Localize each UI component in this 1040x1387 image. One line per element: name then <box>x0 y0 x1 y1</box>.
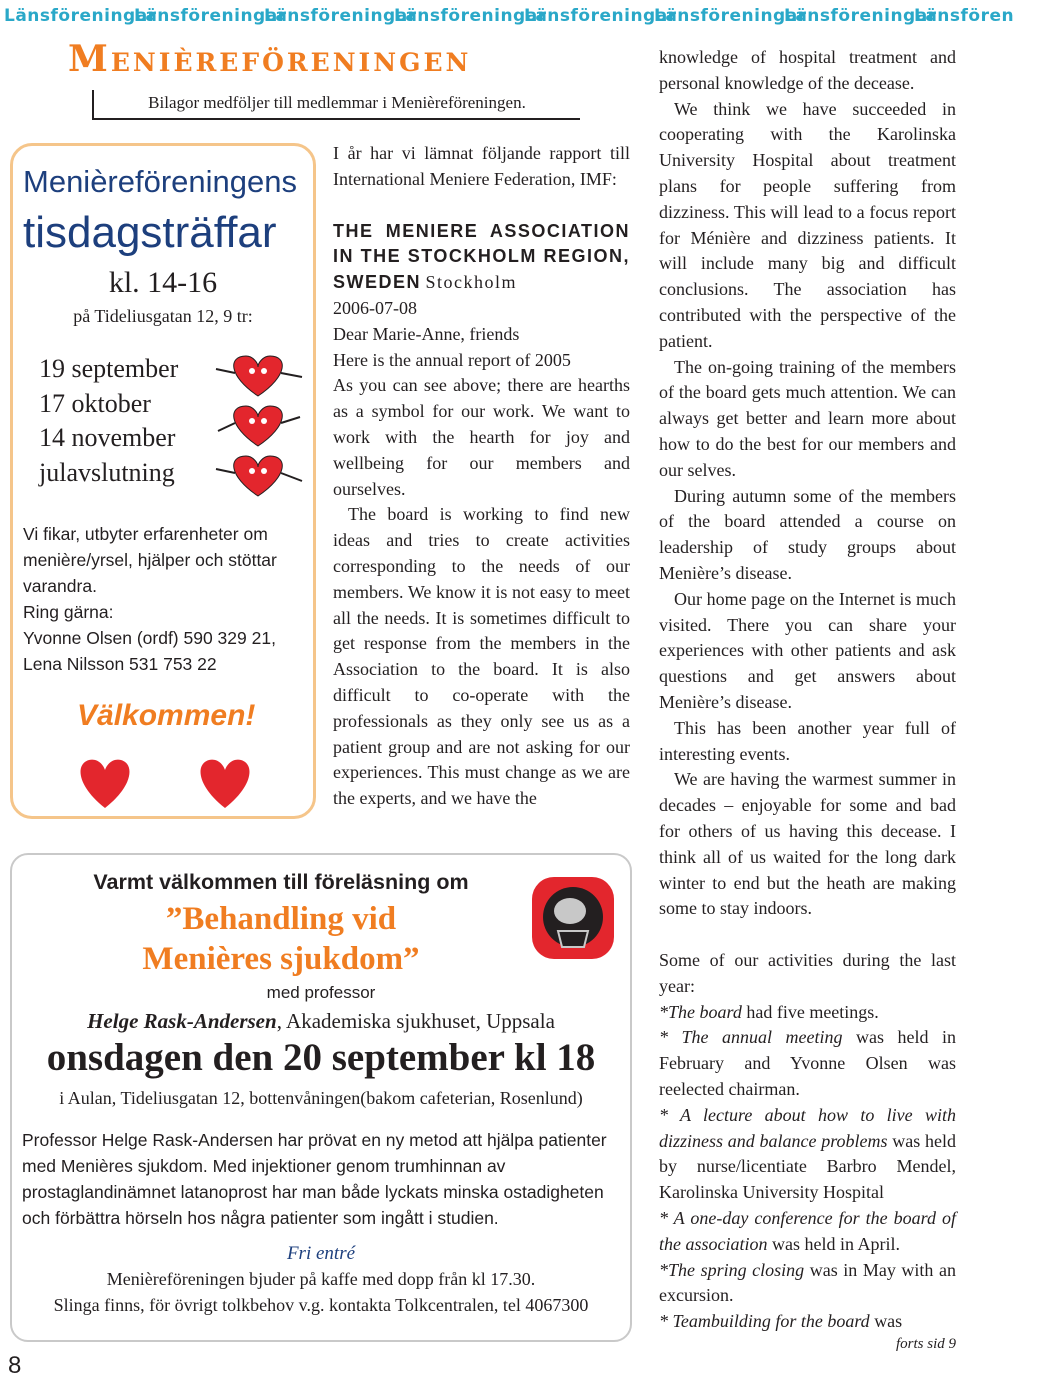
activity-item <box>659 1206 956 1258</box>
activity-text: was <box>869 1311 903 1332</box>
speaker-affiliation: , Akademiska sjukhuset, Uppsala <box>276 1009 555 1033</box>
report-paragraph: During autumn some of the members of the board attended a course on leadership of study groups about Menière’s disease. <box>659 485 956 583</box>
banner-word: Länsföreningar <box>524 6 677 26</box>
ear-profile-icon <box>530 875 616 961</box>
lecture-speaker-line <box>12 1009 630 1034</box>
contact-line: Yvonne Olsen (ordf) 590 329 21, <box>23 628 276 648</box>
free-entry: Fri entré <box>286 1243 356 1264</box>
speaker-name: Helge Rask-Andersen <box>87 1009 277 1033</box>
meeting-date: julavslutning <box>39 457 175 487</box>
report-paragraph: The on-going training of the members of the board gets much attention. We can always get better and learn more about how to do the best for our members and our selves. <box>659 356 956 480</box>
info-text: Vi fikar, utbyter erfarenheter om menière/yrsel, hjälper och stöttar varandra. <box>23 524 277 596</box>
box-place: på Tideliusgatan 12, 9 tr: <box>73 306 253 326</box>
report-paragraph: We think we have succeeded in cooperating with the Karolinska University Hospital about treatment plans for people suffering from dizziness. This will lead to a focus report for Ménière and dizziness patients. It will include many big and difficult conclusions. The association has contributed with the perspective of the patient. <box>659 98 956 351</box>
banner-word: Länsföreningar <box>4 6 157 26</box>
report-intro: I år har vi lämnat följande rapport till International Meniere Federation, IMF: <box>333 143 630 189</box>
activity-item <box>659 1258 956 1310</box>
lecture-with: med professor <box>266 983 376 1002</box>
meeting-dates <box>39 352 178 490</box>
activity-title: *The board <box>659 1001 742 1022</box>
report-paragraph: Our home page on the Internet is much visited. There you can share your experiences with other patients and ask questions and get answers about Menière’s disease. <box>659 588 956 712</box>
page-number: 8 <box>8 1352 22 1379</box>
hearts-icon <box>75 750 255 810</box>
tuesday-meetings-box <box>10 143 316 819</box>
activity-text: had five meetings. <box>741 1001 879 1022</box>
report-heading-caps: THE MENIERE ASSOCIATION IN THE STOCKHOLM REGION, SWEDEN <box>333 220 630 293</box>
meeting-date: 19 september <box>39 354 179 383</box>
info-text: Ring gärna: <box>23 602 114 622</box>
masthead-subline: Bilagor medföljer till medlemmar i Menièreföreningen. <box>92 90 580 120</box>
activity-text: was held by nurse/licentiate Barbro Mendel, Karolinska University Hospital <box>659 1130 957 1203</box>
report-paragraph: The board is working to find new ideas and tries to create activities corresponding to the needs of our members. We know it is not easy to meet all the needs. It is sometimes difficult to get response from the members in the Association to the board. It is also difficult to co-operate with the professionals as they only see us as a patient group and are not asking for our experiences. This must change as we are the experts, and we have the <box>333 504 630 809</box>
banner-word: Länsföreningar <box>784 6 937 26</box>
contact-line: Lena Nilsson 531 753 22 <box>23 654 217 674</box>
lecture-announcement <box>10 853 632 1342</box>
report-paragraph: This has been another year full of interesting events. <box>659 717 956 764</box>
activity-title: * The annual meeting <box>659 1027 843 1048</box>
report-date: 2006-07-08 <box>333 297 417 318</box>
report-paragraph: Here is the annual report of 2005 <box>333 349 571 370</box>
report-column-2 <box>659 45 956 1353</box>
lecture-description: Professor Helge Rask-Andersen har prövat en ny metod att hjälpa patienter med Menières sjukdom. Med injektioner genom trumhinnan av prostaglandinämnet latanoprost har man både lyckats minska ostadigheten och förbättra hörseln hos några patienter som ingått i studien. <box>22 1130 607 1228</box>
report-city: Stockholm <box>425 272 518 293</box>
activity-title: *The spring closing <box>659 1259 805 1280</box>
report-greeting: Dear Marie-Anne, friends <box>333 323 520 344</box>
box-headline: tisdagsträffar <box>23 208 277 257</box>
lecture-date: onsdagen den 20 september kl 18 <box>46 1036 596 1079</box>
banner-word: Länsföreningar <box>394 6 547 26</box>
report-paragraph: knowledge of hospital treatment and personal knowledge of the decease. <box>659 47 956 93</box>
activity-item <box>659 1103 956 1206</box>
cartoon-hearts-icon <box>208 351 308 501</box>
activity-title: * A one-day conference for the board of the association <box>659 1208 956 1254</box>
lecture-topic-line: ”Behandling vid <box>165 901 397 937</box>
report-heading <box>333 219 630 296</box>
activity-item <box>659 1000 956 1026</box>
activity-text: was held in February and Yvonne Olsen was reelected chairman. <box>659 1027 957 1100</box>
activity-title: * Teambuilding for the board <box>659 1311 870 1332</box>
header-banner <box>0 0 1015 32</box>
activities-intro: Some of our activities during the last year: <box>659 950 956 996</box>
activity-text: was held in April. <box>767 1233 900 1254</box>
activity-title: * A lecture about how to live with dizziness and balance problems <box>659 1104 956 1151</box>
activity-text: was in May with an excursion. <box>659 1259 956 1306</box>
lecture-location: i Aulan, Tideliusgatan 12, bottenvåningen(bakom cafeterian, Rosenlund) <box>59 1088 583 1108</box>
lecture-intro: Varmt välkommen till föreläsning om <box>93 870 469 894</box>
activity-item <box>659 1309 956 1335</box>
report-paragraph: As you can see above; there are hearths as a symbol for our work. We want to work with the hearth for joy and wellbeing for our members and ourselves. <box>333 375 630 499</box>
banner-word: Länsföreningar <box>134 6 287 26</box>
welcome-text: Välkommen! <box>77 699 256 732</box>
meeting-date: 17 oktober <box>39 388 151 418</box>
continued-note: forts sid 9 <box>895 1336 956 1353</box>
meeting-date: 14 november <box>39 423 176 452</box>
report-paragraph: We are having the warmest summer in decades – enjoyable for some and bad for others of us having this decease. I think all of us waited for the long dark winter to end but the heath are making some to stay indoors. <box>659 769 956 919</box>
box-title: Menièreföreningens <box>23 164 298 199</box>
activity-item <box>659 1025 956 1102</box>
report-column-1 <box>333 141 630 812</box>
lecture-topic-line: Menières sjukdom” <box>142 941 420 977</box>
banner-word-cut: Länsfören <box>914 6 1015 26</box>
box-time: kl. 14-16 <box>108 266 218 299</box>
banner-word: Länsföreningar <box>654 6 807 26</box>
masthead-title: Menièreföreningen <box>68 38 472 80</box>
banner-word: Länsföreningar <box>264 6 417 26</box>
coffee-note: Menièreföreningen bjuder på kaffe med dopp från kl 17.30. <box>106 1269 536 1289</box>
box-info <box>23 521 308 677</box>
hearing-loop-note: Slinga finns, för övrigt tolkbehov v.g. kontakta Tolkcentralen, tel 4067300 <box>53 1295 589 1315</box>
